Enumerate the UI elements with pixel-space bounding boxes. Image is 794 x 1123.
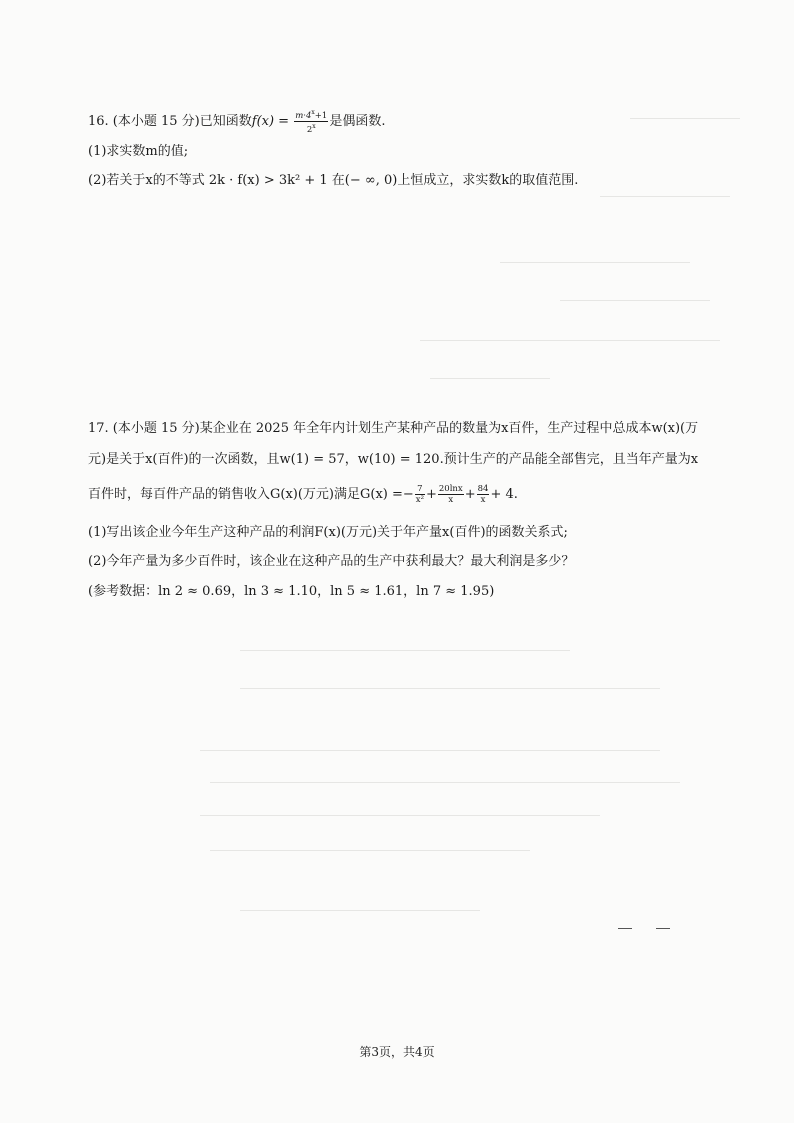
q16-function-name: f(x) = xyxy=(251,113,294,129)
bleed-through-mark xyxy=(630,118,740,119)
q16-part2: (2)若关于x的不等式 2k · f(x) > 3k² + 1 在(− ∞, 0)上恒成立，求实数k的取值范围. xyxy=(88,173,579,188)
q17-line2: 元)是关于x(百件)的一次函数，且w(1) = 57，w(10) = 120.预计生产的产品能全部售完，且当年产量为x xyxy=(88,452,699,467)
bleed-through-mark xyxy=(500,262,690,263)
bleed-through-mark xyxy=(240,688,660,689)
q16-fraction xyxy=(294,108,328,135)
q17-fraction-2: $\frac{20\ln x}{x}$ xyxy=(438,484,463,505)
bleed-through-mark xyxy=(240,650,570,651)
bleed-through-mark xyxy=(560,300,710,301)
q17-line3: 百件时，每百件产品的销售收入G(x)(万元)满足G(x) =− $\frac{7}{\text{x²}}$ + $\frac{20\ln x}{x}$ + $\frac{84}{x}$ + 4. xyxy=(88,484,518,505)
page-number-footer: 第3页，共4页 xyxy=(359,1045,435,1059)
q16-stem-suffix: 是偶函数. xyxy=(329,113,386,129)
stray-mark xyxy=(656,928,670,929)
q17-fraction-1: $\frac{7}{\text{x²}}$ xyxy=(415,484,424,505)
q17-part1: (1)写出该企业今年生产这种产品的利润F(x)(万元)关于年产量x(百件)的函数关系式; xyxy=(88,525,568,540)
bleed-through-mark xyxy=(200,750,660,751)
q16-stem xyxy=(88,108,385,135)
stray-mark xyxy=(618,928,632,929)
q16-part1: (1)求实数m的值; xyxy=(88,144,189,159)
q17-part2: (2)今年产量为多少百件时，该企业在这种产品的生产中获利最大？最大利润是多少？ xyxy=(88,554,575,569)
bleed-through-mark xyxy=(210,850,530,851)
q17-line1: 17. (本小题 15 分)某企业在 2025 年全年内计划生产某种产品的数量为x百件，生产过程中总成本w(x)(万 xyxy=(88,421,699,436)
bleed-through-mark xyxy=(420,340,720,341)
q16-fraction-denominator: 2$^x$ xyxy=(306,122,316,135)
q17-reference-data: (参考数据：ln 2 ≈ 0.69，ln 3 ≈ 1.10，ln 5 ≈ 1.61，ln 7 ≈ 1.95) xyxy=(88,584,495,599)
q16-fraction-numerator: $m\cdot 4^x+1$ xyxy=(295,109,328,121)
q16-stem-prefix: 16. (本小题 15 分)已知函数 xyxy=(88,113,252,129)
bleed-through-mark xyxy=(240,910,480,911)
bleed-through-mark xyxy=(430,378,550,379)
q17-line3-suffix: + 4. xyxy=(490,487,518,502)
bleed-through-mark xyxy=(600,196,730,197)
bleed-through-mark xyxy=(210,782,680,783)
bleed-through-mark xyxy=(200,815,600,816)
q17-line3-prefix: 百件时，每百件产品的销售收入G(x)(万元)满足G(x) =− xyxy=(88,487,414,502)
q17-fraction-3: $\frac{84}{x}$ xyxy=(477,484,489,505)
